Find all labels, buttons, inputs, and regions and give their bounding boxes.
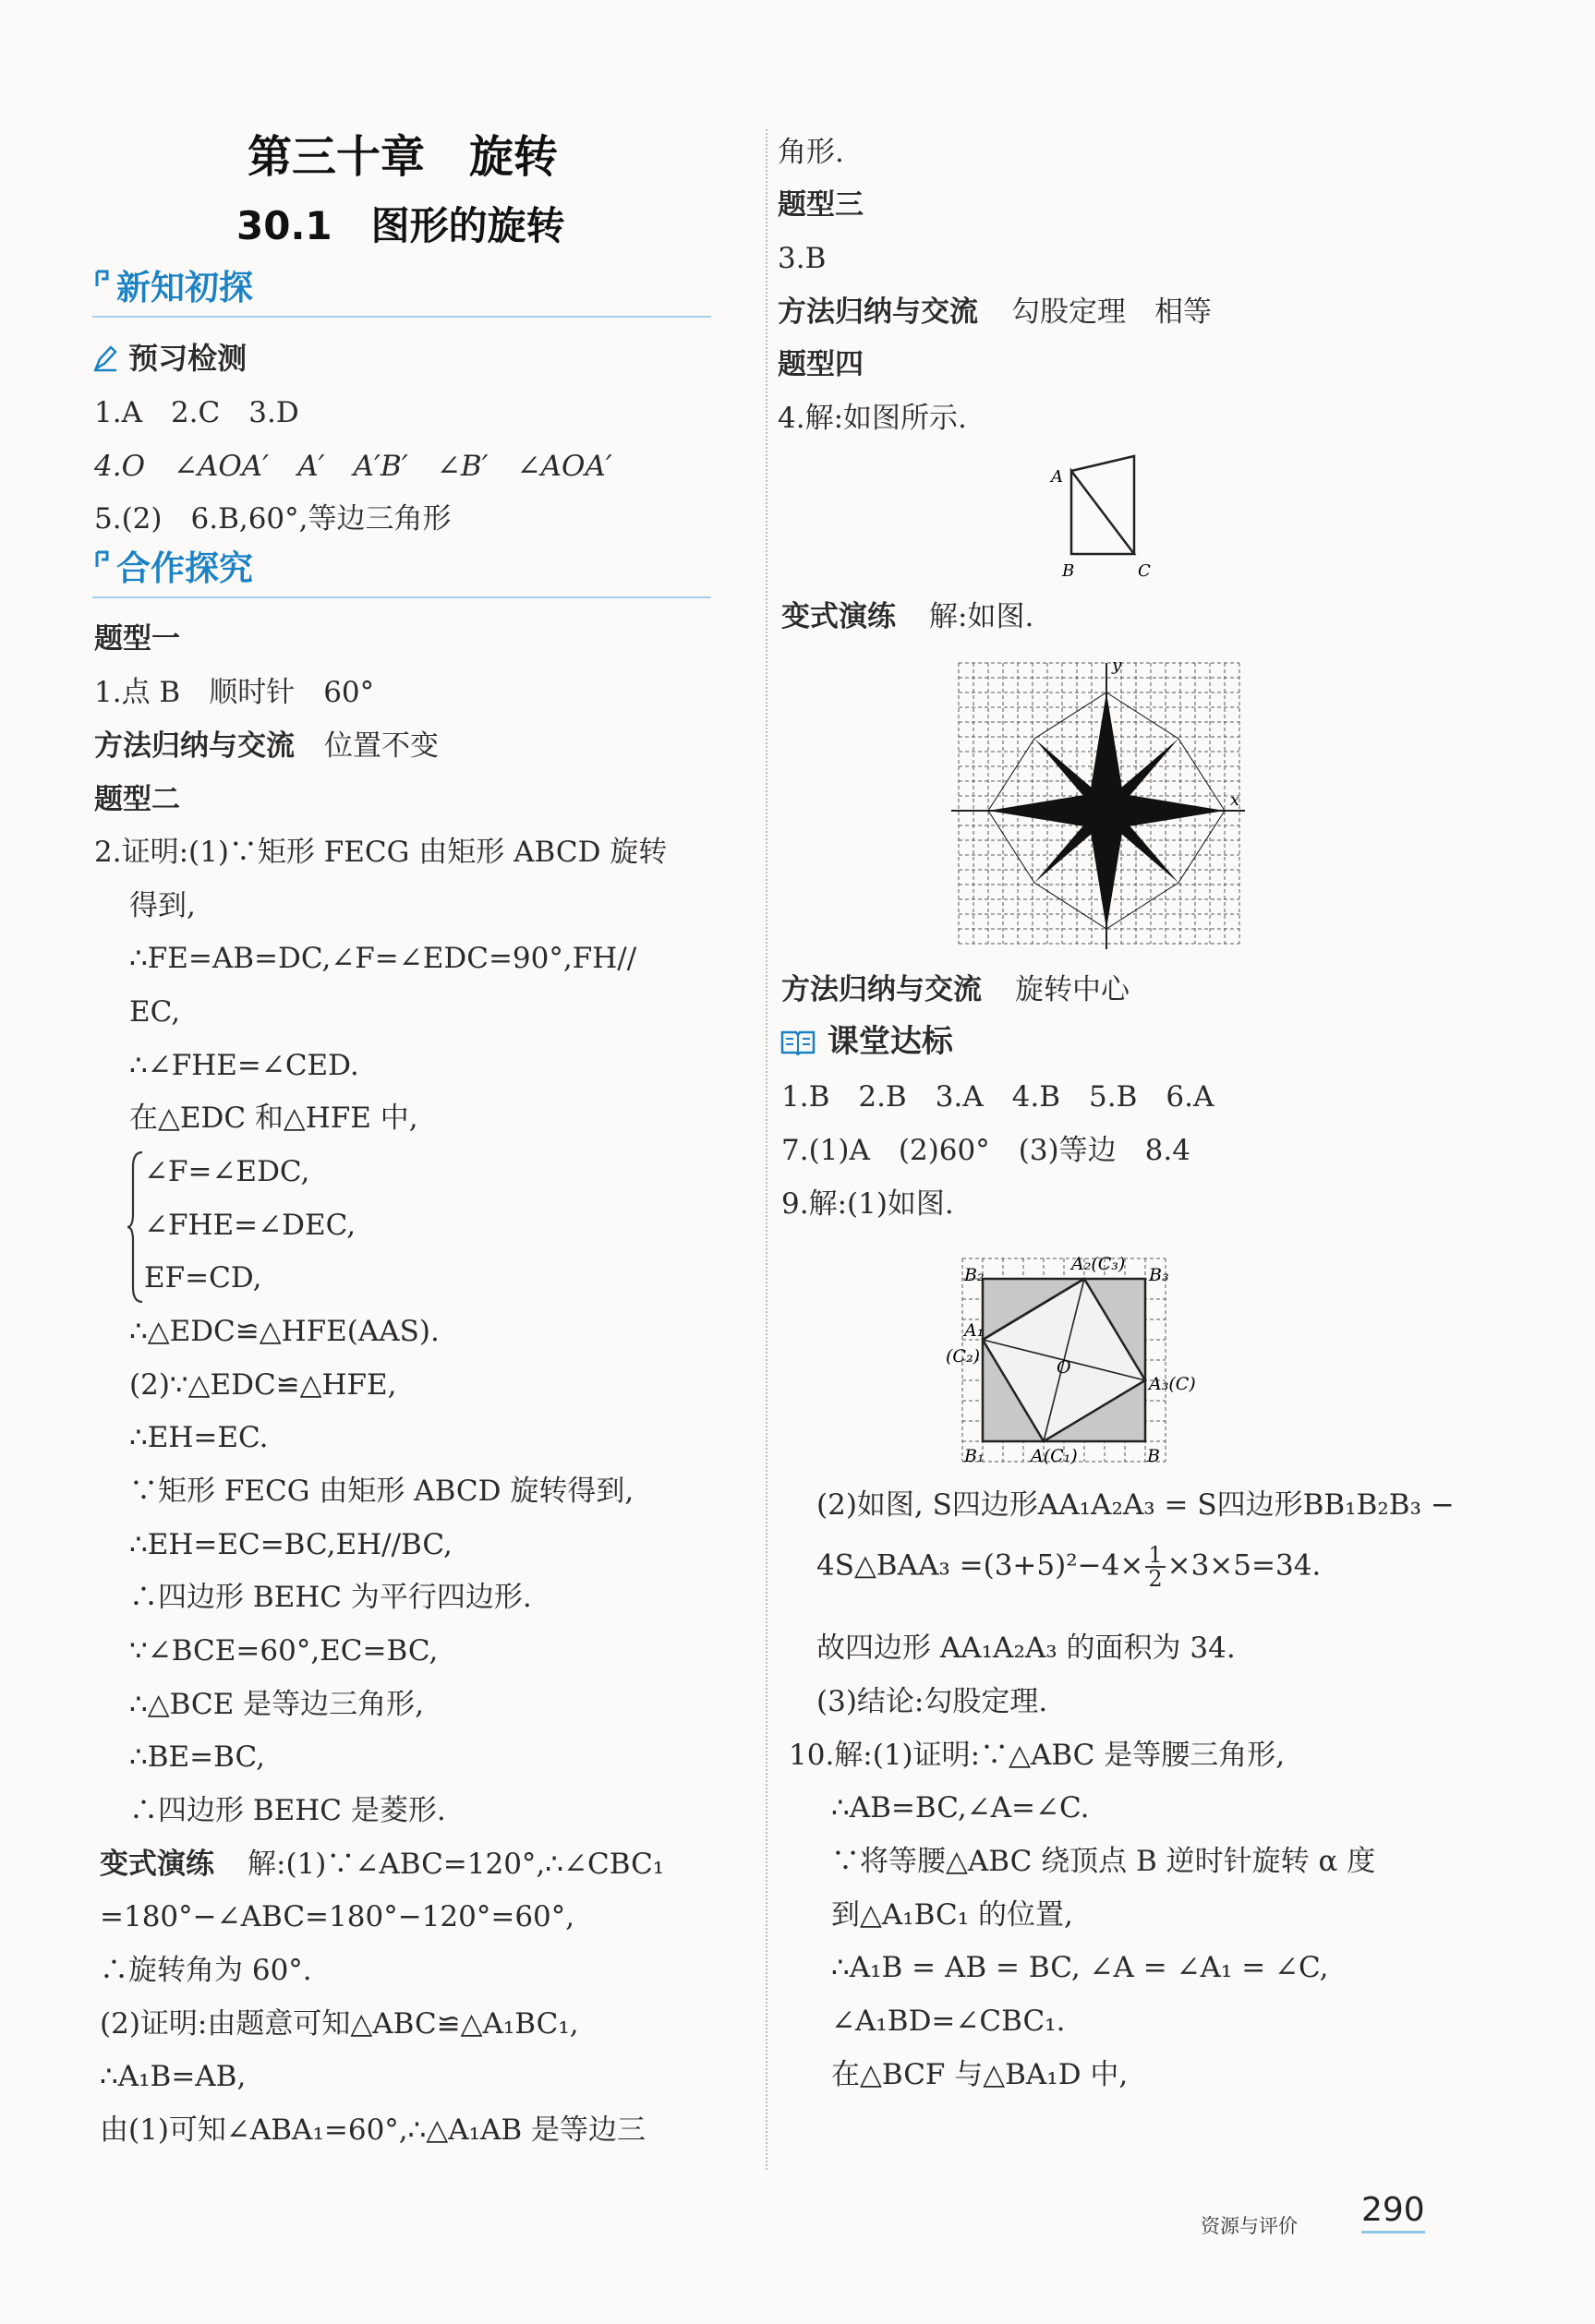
point-label-c2: (C₂) (946, 1346, 980, 1367)
pencil-icon (92, 344, 118, 372)
solution-line: (3)结论:勾股定理. (816, 1685, 1048, 1718)
proof-line: ∴FE=AB=DC,∠F=∠EDC=90°,FH// (129, 942, 637, 975)
proof-line: 在△EDC 和△HFE 中, (129, 1102, 418, 1135)
proof-line: ∴BE=BC, (129, 1740, 265, 1774)
point-label-a: A(C₁) (1031, 1446, 1078, 1466)
variant-text: 解:如图. (929, 600, 1034, 633)
squares-figure (946, 1242, 1204, 1473)
method-label: 方法归纳与交流 (781, 973, 982, 1006)
variant-label: 变式演练 (100, 1848, 214, 1881)
chapter-title: 第三十章 旋转 (248, 131, 559, 183)
right-column (776, 0, 1459, 2216)
proof-line: ∴旋转角为 60°. (100, 1954, 312, 1987)
section-title: 30.1 图形的旋转 (236, 203, 565, 248)
variant-text: 解:(1)∵∠ABC=120°,∴∠CBC₁ (248, 1848, 665, 1881)
method-label: 方法归纳与交流 (94, 729, 295, 763)
section-header-xinzhi (92, 264, 711, 318)
formula-part: ×3×5=34. (1166, 1548, 1322, 1583)
proof-line: ∴四边形 BEHC 是菱形. (129, 1794, 446, 1827)
vertex-label-a: A (1051, 467, 1063, 487)
answer-line: 角形. (778, 136, 844, 169)
point-label-b: B (1147, 1446, 1160, 1466)
solution-line: 10.解:(1)证明:∵△ABC 是等腰三角形, (789, 1739, 1286, 1772)
method-label: 方法归纳与交流 (778, 295, 978, 329)
star-grid-figure (951, 656, 1247, 951)
question-type-label: 题型三 (778, 188, 864, 222)
question-type-label: 题型一 (94, 622, 180, 656)
proof-line: (2)∵△EDC≌△HFE, (129, 1368, 397, 1402)
proof-line: ∴EH=EC. (129, 1421, 269, 1454)
subheader-yuxi (92, 340, 247, 377)
subheader-label: 预习检测 (128, 341, 248, 376)
column-divider (766, 129, 767, 2170)
proof-line: ∴△EDC≌△HFE(AAS). (129, 1315, 440, 1348)
solution-line: 在△BCF 与△BA₁D 中, (831, 2058, 1129, 2091)
answer-line: 1.A 2.C 3.D (94, 396, 299, 429)
answer-line: 4.解:如图所示. (778, 402, 967, 435)
method-line (778, 294, 1212, 331)
vertex-label-c: C (1138, 561, 1151, 581)
triangle-figure (1044, 443, 1154, 582)
formula-part: 4S△BAA₃ =(3+5)²−4× (816, 1548, 1144, 1583)
answer-line: 7.(1)A (2)60° (3)等边 8.4 (781, 1134, 1190, 1167)
solution-line: (2)如图, S四边形AA₁A₂A₃ = S四边形BB₁B₂B₃ − (816, 1488, 1455, 1522)
proof-line: ∴EH=EC=BC,EH//BC, (129, 1528, 453, 1561)
method-text: 勾股定理 相等 (1011, 295, 1212, 329)
method-text: 位置不变 (324, 729, 439, 763)
axis-label-x: x (1230, 790, 1240, 810)
brace-line: EF=CD, (144, 1261, 262, 1294)
proof-line: 2.证明:(1)∵矩形 FECG 由矩形 ABCD 旋转 (94, 836, 668, 869)
variant-label: 变式演练 (781, 600, 896, 633)
brace-line: ∠FHE=∠DEC, (144, 1209, 356, 1242)
point-label-a2: A₂(C₃) (1071, 1254, 1126, 1274)
question-type-label: 题型二 (94, 783, 180, 816)
point-label-b1: B₁ (964, 1446, 985, 1466)
section-header-hezuo (92, 545, 711, 598)
book-icon (779, 1028, 816, 1055)
answer-line: 4.O ∠AOA′ A′ A′B′ ∠B′ ∠AOA′ (94, 450, 612, 483)
solution-line: ∴A₁B = AB = BC, ∠A = ∠A₁ = ∠C, (831, 1951, 1329, 1984)
answer-line: 9.解:(1)如图. (781, 1187, 954, 1221)
answer-line: 5.(2) 6.B,60°,等边三角形 (94, 502, 452, 536)
fraction-half: $\frac{1}{2}$ (1145, 1544, 1165, 1590)
solution-line: ∵将等腰△ABC 绕顶点 B 逆时针旋转 α 度 (831, 1845, 1376, 1878)
proof-line: (2)证明:由题意可知△ABC≌△A₁BC₁, (100, 2007, 579, 2041)
proof-line: 得到, (129, 889, 196, 922)
question-type-label: 题型四 (778, 348, 864, 381)
section-header-label: 合作探究 (116, 548, 253, 588)
section-header-ketang (779, 1023, 953, 1060)
proof-line: ∵∠BCE=60°,EC=BC, (129, 1634, 439, 1668)
point-label-b2: B₂ (964, 1265, 985, 1285)
left-column (92, 0, 757, 2216)
answer-line: 3.B (778, 242, 827, 275)
variant-line (100, 1846, 664, 1883)
vertex-label-b: B (1062, 561, 1075, 581)
page-number: 290 (1361, 2190, 1425, 2234)
left-brace (126, 1149, 144, 1306)
point-label-b3: B₃ (1149, 1265, 1169, 1285)
point-label-a3: A₃(C) (1149, 1374, 1196, 1394)
proof-line: 由(1)可知∠ABA₁=60°,∴△A₁AB 是等边三 (100, 2113, 646, 2147)
answer-line: 1.点 B 顺时针 60° (94, 676, 375, 709)
solution-line (816, 1544, 1321, 1590)
point-label-a1: A₁ (964, 1320, 985, 1341)
proof-line: EC, (129, 995, 181, 1029)
proof-line: ∵矩形 FECG 由矩形 ABCD 旋转得到, (129, 1475, 634, 1508)
solution-line: 故四边形 AA₁A₂A₃ 的面积为 34. (816, 1632, 1236, 1665)
axis-label-y: y (1112, 656, 1122, 675)
brace-line: ∠F=∠EDC, (144, 1155, 310, 1188)
solution-line: ∴AB=BC,∠A=∠C. (831, 1791, 1090, 1824)
proof-line: =180°−∠ABC=180°−120°=60°, (100, 1900, 575, 1933)
proof-line: ∴△BCE 是等边三角形, (129, 1688, 424, 1721)
section-header-label: 新知初探 (116, 268, 253, 307)
point-label-o: O (1057, 1357, 1071, 1378)
solution-line: 到△A₁BC₁ 的位置, (831, 1898, 1073, 1932)
answer-line: 1.B 2.B 3.A 4.B 5.B 6.A (781, 1080, 1214, 1114)
method-text: 旋转中心 (1015, 973, 1130, 1006)
method-line (94, 728, 439, 765)
section-header-label: 课堂达标 (827, 1023, 953, 1060)
method-line (781, 971, 1130, 1008)
proof-line: ∴四边形 BEHC 为平行四边形. (129, 1581, 532, 1614)
variant-line (781, 598, 1033, 635)
proof-line: ∴∠FHE=∠CED. (129, 1049, 359, 1082)
solution-line: ∠A₁BD=∠CBC₁. (831, 2005, 1066, 2038)
footer-source: 资源与评价 (1201, 2215, 1298, 2237)
section-marker-icon (94, 270, 113, 290)
section-marker-icon (94, 550, 113, 571)
proof-line: ∴A₁B=AB, (100, 2060, 247, 2093)
